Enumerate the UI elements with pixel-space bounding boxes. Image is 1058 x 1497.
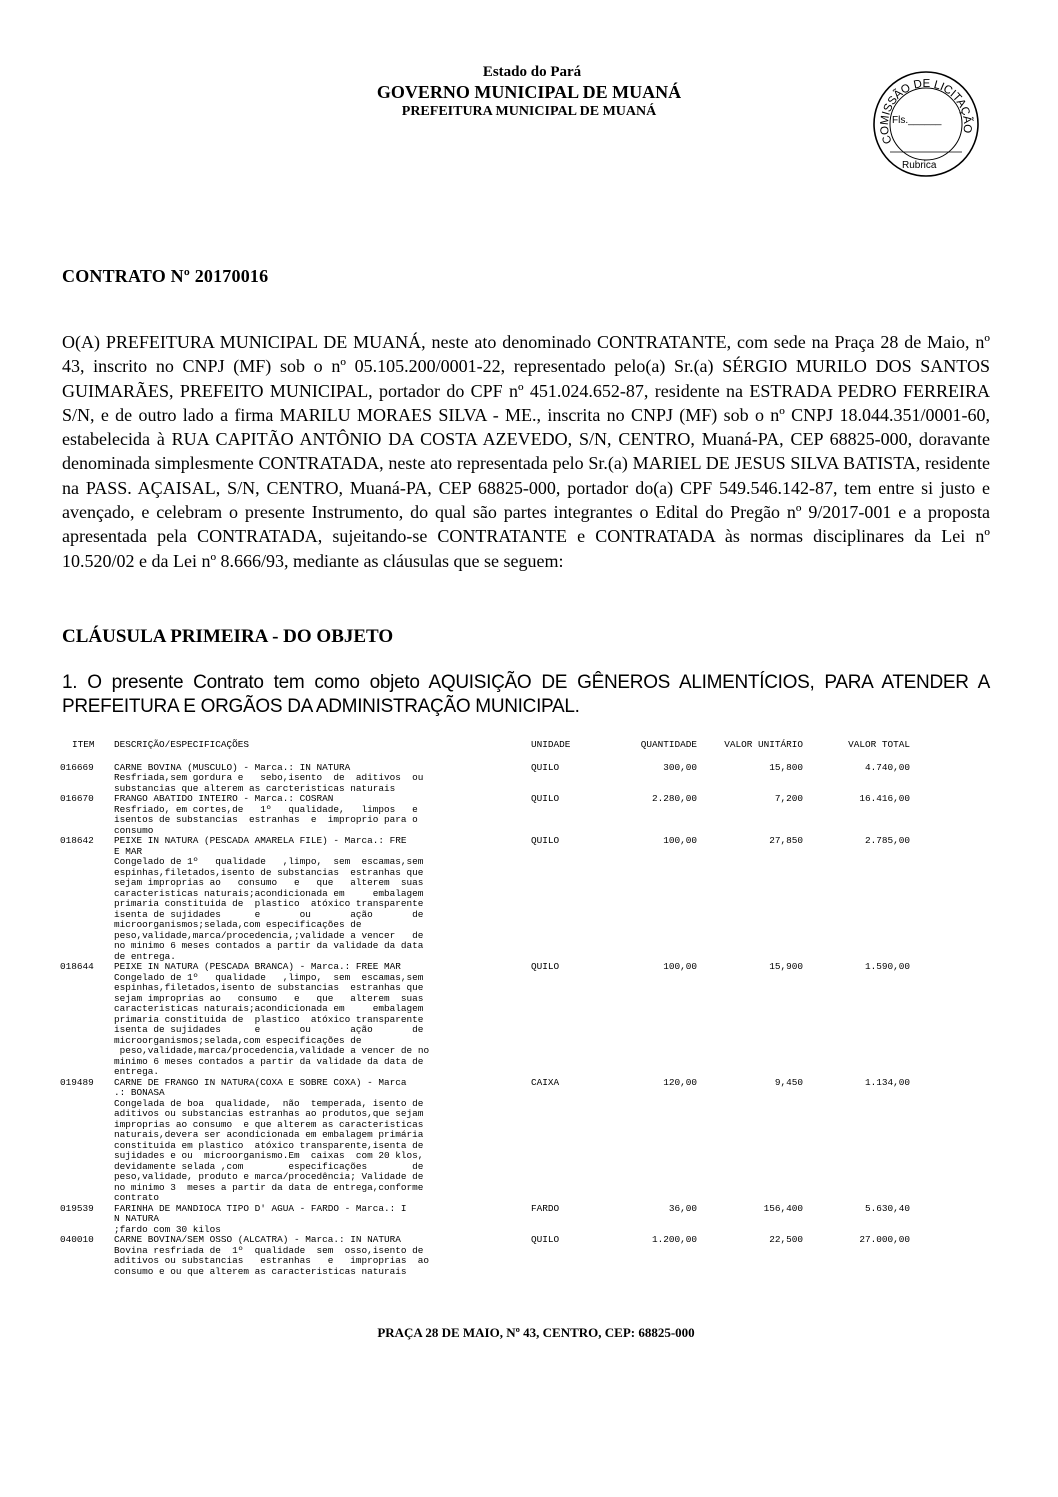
- table-row: [60, 1235, 910, 1277]
- row-item-code: 019489: [60, 1076, 94, 1088]
- header-unit-price: VALOR UNITÁRIO: [724, 739, 803, 750]
- row-total: 27.000,00: [859, 1234, 910, 1245]
- row-unit: QUILO: [531, 961, 560, 972]
- row-unit-price: 15,900: [769, 961, 803, 972]
- items-table: [60, 740, 910, 1277]
- row-description: PEIXE IN NATURA (PESCADA BRANCA) - Marca.: FREE MAR Congelado de 1º qualidade ,limpo, sem escamas,sem espinhas,filetados,isento de substancias estranhas que sejam improprias ao consumo e que alterem suas caracteristicas naturais;acondicionada em embalagem primaria constituida de plastico atóxico transparente isenta de sujidades e ou ação de microorganismos;selada,com especificações de peso,validade,marca/procedencia,validade a vencer de no minimo 6 meses contados a partir da validade da data de entrega.: [114, 961, 430, 1077]
- row-unit-price: 9,450: [774, 1076, 803, 1088]
- licitacao-stamp-icon: [872, 70, 980, 178]
- table-row: [60, 1078, 910, 1204]
- stamp-fls: Fls.______: [892, 115, 942, 126]
- table-row: [60, 962, 910, 1078]
- row-quantity: 1.200,00: [651, 1234, 697, 1245]
- table-row: [60, 1204, 910, 1236]
- stamp-rubrica: Rubrica: [902, 160, 937, 171]
- row-unit: QUILO: [531, 793, 560, 804]
- row-unit-price: 15,800: [769, 761, 803, 773]
- header-item: ITEM: [72, 739, 95, 750]
- row-total: 2.785,00: [864, 835, 910, 846]
- row-unit-price: 156,400: [763, 1202, 803, 1214]
- row-unit: FARDO: [531, 1202, 560, 1214]
- row-item-code: 040010: [60, 1234, 94, 1245]
- table-row: [60, 763, 910, 795]
- header-total: VALOR TOTAL: [848, 739, 910, 750]
- row-description: FRANGO ABATIDO INTEIRO - Marca.: COSRAN Resfriado, em cortes,de 1º qualidade, limpos e isentos de substancias estranhas e improprio para o consumo: [114, 793, 418, 836]
- row-quantity: 300,00: [663, 761, 697, 773]
- row-unit: CAIXA: [531, 1076, 560, 1088]
- row-item-code: 018644: [60, 961, 94, 972]
- row-unit-price: 27,850: [769, 835, 803, 846]
- government-name: GOVERNO MUNICIPAL DE MUANÁ: [376, 82, 682, 102]
- prefecture-name: PREFEITURA MUNICIPAL DE MUANÁ: [401, 104, 657, 119]
- row-unit: QUILO: [531, 835, 560, 846]
- table-row: [60, 836, 910, 962]
- row-total: 5.630,40: [864, 1202, 910, 1214]
- header-unit: UNIDADE: [531, 739, 571, 750]
- contract-intro-paragraph: O(A) PREFEITURA MUNICIPAL DE MUANÁ, neste ato denominado CONTRATANTE, com sede na Praça 28 de Maio, nº 43, inscrito no CNPJ (MF) sob o nº 05.105.200/0001-22, representado pelo(a) Sr.(a) SÉRGIO MURILO DOS SANTOS GUIMARÃES, PREFEITO MUNICIPAL, portador do CPF nº 451.024.652-87, residente na ESTRADA PEDRO FERREIRA S/N, e de outro lado a firma MARILU MORAES SILVA - ME., inscrita no CNPJ (MF) sob o nº CNPJ 18.044.351/0001-60, estabelecida à RUA CAPITÃO ANTÔNIO DA COSTA AZEVEDO, S/N, CENTRO, Muaná-PA, CEP 68825-000, doravante denominada simplesmente CONTRATADA, neste ato representada pelo Sr.(a) MARIEL DE JESUS SILVA BATISTA, residente na PASS. AÇAISAL, S/N, CENTRO, Muaná-PA, CEP 68825-000, portador do(a) CPF 549.546.142-87, tem entre si justo e avençado, e celebram o presente Instrumento, do qual são partes integrantes o Edital do Pregão nº 9/2017-001 e a proposta apresentada pela CONTRATADA, sujeitando-se CONTRATANTE e CONTRATADA às normas disciplinares da Lei nº 10.520/02 e da Lei nº 8.666/93, mediante as cláusulas que se seguem:: [62, 332, 990, 571]
- row-quantity: 2.280,00: [651, 793, 697, 804]
- header-qty: QUANTIDADE: [640, 739, 697, 750]
- row-total: 4.740,00: [864, 761, 910, 773]
- table-row: [60, 794, 910, 836]
- row-description: CARNE BOVINA/SEM OSSO (ALCATRA) - Marca.: IN NATURA Bovina resfriada de 1º qualidade sem osso,isento de aditivos ou substancias estranhas e improprias ao consumo e ou que alterem as caracteristicas naturais: [114, 1234, 430, 1277]
- row-description: CARNE DE FRANGO IN NATURA(COXA E SOBRE COXA) - Marca .: BONASA Congelada de boa qualidade, não temperada, isento de aditivos ou substancias estranhas ao produtos,que sejam improprias ao consumo e que alterem as caracteristicas naturais,devera ser acondicionada em embalagem primária constituida em plastico atóxico transparente,isenta de sujidades e ou microorganismo.Em caixas com 20 klos, devidamente selada ,com especificações de peso,validade, produto e marca/procedência; Validade de no minimo 3 meses a partir da data de entrega,conforme contrato: [114, 1076, 424, 1203]
- clause-title: CLÁUSULA PRIMEIRA - DO OBJETO: [62, 626, 394, 647]
- row-quantity: 120,00: [663, 1076, 697, 1088]
- row-description: FARINHA DE MANDIOCA TIPO D' AGUA - FARDO - Marca.: I N NATURA ;fardo com 30 kilos: [114, 1202, 407, 1235]
- row-item-code: 016670: [60, 793, 94, 804]
- row-item-code: 018642: [60, 835, 94, 846]
- row-unit-price: 7,200: [774, 793, 803, 804]
- row-description: PEIXE IN NATURA (PESCADA AMARELA FILE) - Marca.: FRE E MAR Congelado de 1º qualidade ,limpo, sem escamas,sem espinhas,filetados,isento de substancias estranhas que sejam improprias ao consumo e que alterem suas caracteristicas naturais;acondicionada em embalagem primaria constituida de plastico atóxico transparente isenta de sujidades e ou ação de microorganismos;selada,com especificações de peso,validade,marca/procedencia,;validade a vencer de no minimo 6 meses contados a partir da validade da data de entrega.: [114, 835, 424, 962]
- row-unit-price: 22,500: [769, 1234, 803, 1245]
- row-quantity: 36,00: [668, 1202, 697, 1214]
- footer-address: PRAÇA 28 DE MAIO, Nº 43, CENTRO, CEP: 68825-000: [377, 1325, 695, 1340]
- row-item-code: 016669: [60, 761, 94, 773]
- row-unit: QUILO: [531, 761, 560, 773]
- row-quantity: 100,00: [663, 961, 697, 972]
- row-total: 1.590,00: [864, 961, 910, 972]
- state-name: Estado do Pará: [482, 64, 582, 80]
- row-unit: QUILO: [531, 1234, 560, 1245]
- row-item-code: 019539: [60, 1202, 94, 1214]
- row-total: 1.134,00: [864, 1076, 910, 1088]
- row-description: CARNE BOVINA (MUSCULO) - Marca.: IN NATURA Resfriada,sem gordura e sebo,isento de aditivos ou substancias que alterem as carcteristicas naturais: [114, 761, 424, 794]
- row-total: 16.416,00: [859, 793, 910, 804]
- stamp-arc-text: COMISSÃO DE LICITAÇÃO: [878, 78, 974, 146]
- header-desc: DESCRIÇÃO/ESPECIFICAÇÕES: [114, 739, 250, 750]
- table-header-row: [60, 740, 910, 751]
- contract-number: CONTRATO Nº 20170016: [62, 266, 269, 286]
- row-quantity: 100,00: [663, 835, 697, 846]
- clause-text: 1. O presente Contrato tem como objeto AQUISIÇÃO DE GÊNEROS ALIMENTÍCIOS, PARA ATENDER A PREFEITURA E ORGÃOS DA ADMINISTRAÇÃO MUNICIPAL.: [62, 672, 990, 717]
